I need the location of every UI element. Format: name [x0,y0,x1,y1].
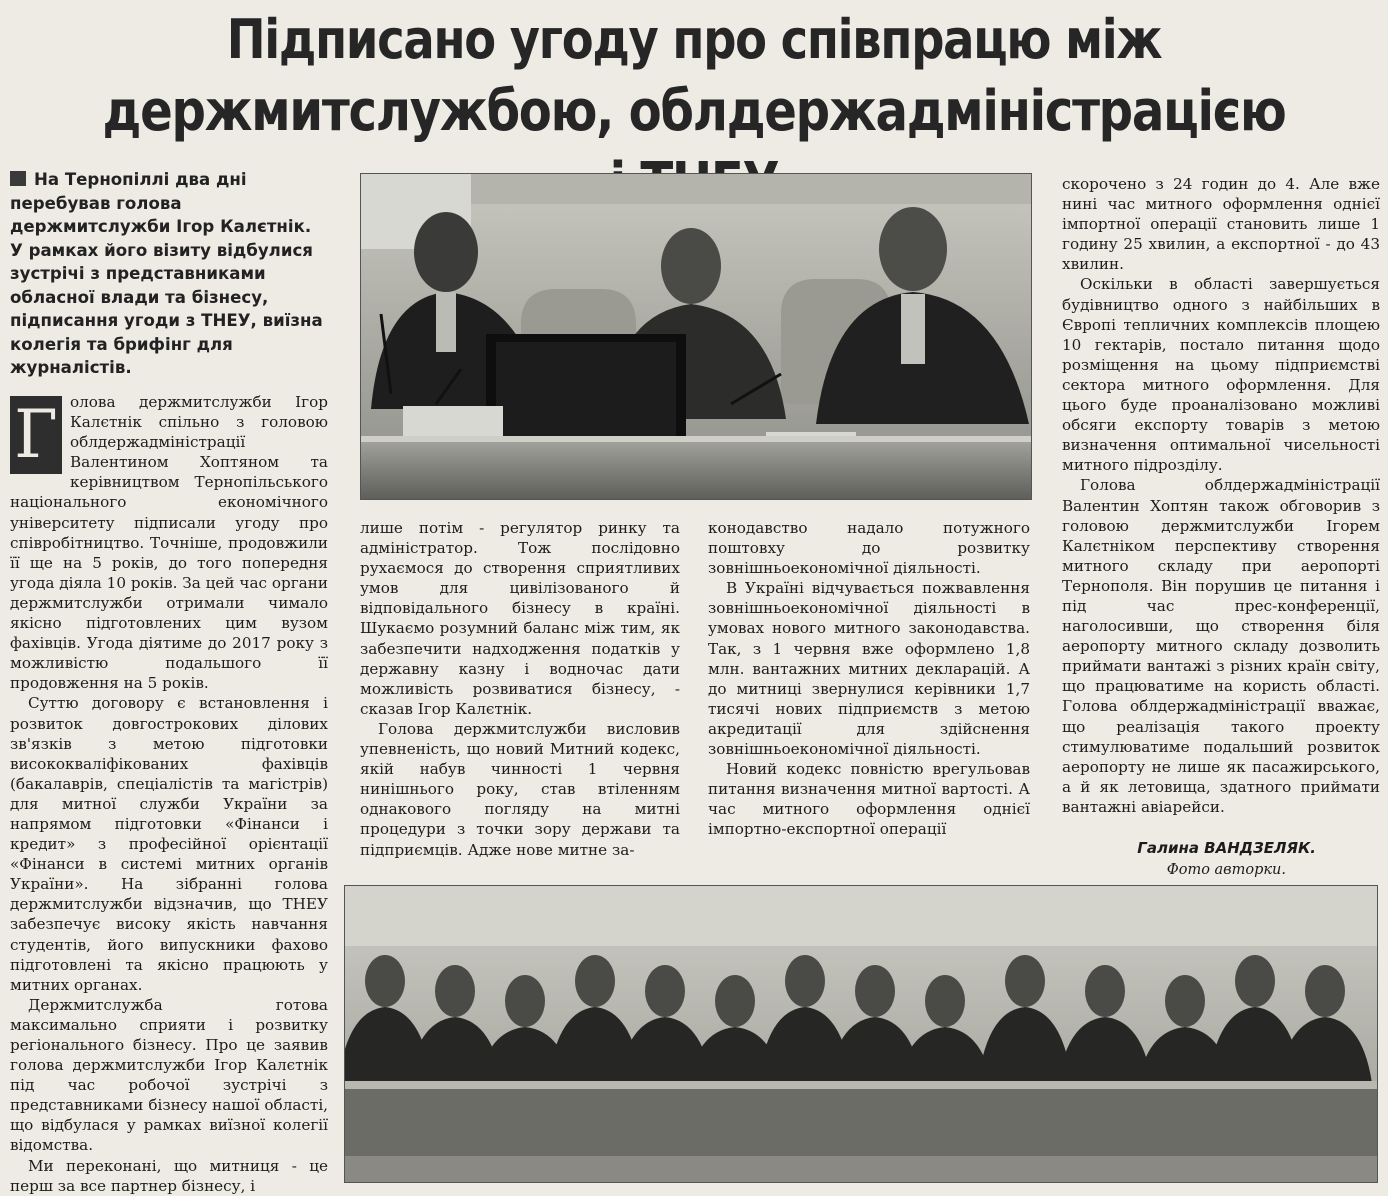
paragraph: лише потім - регулятор ринку та адміністратор. Тож послідовно рухаємося до створення сприятливих умов для цивілізованого й відповідального бізнесу в країні. Шукаємо розумний баланс між тим, як забезпечити надходження податків у державну казну і водночас дати можливість розвиватися бізнесу, - сказав Ігор Калєтнік. [360,519,680,718]
column-3 [708,518,1030,840]
paragraph: олова держмитслужби Ігор Калєтнік спільно з головою облдержадміністрації Валентином Хоптяном та керівництвом Тернопільського національного економічного університету підписали угоду про співробітництво. Точніше, продовжили її ще на 5 років, до того попередня угода діяла 10 років. За цей час органи держмитслужби отримали чимало якісно підготовлених цим вузом фахівців. Угода діятиме до 2017 року з можливістю подальшого її продовження на 5 років. [10,393,328,693]
paragraph: В Україні відчувається пожвавлення зовнішньоекономічної діяльності в умовах нового митного законодавства. Так, з 1 червня вже оформлено 1,8 млн. вантажних митних декларацій. А до митниці звернулися керівники 1,7 тисячі нових підприємств з метою акредитації для здійснення зовнішньоекономічної діяльності. [708,579,1030,759]
photo-credit: Фото авторки. [1166,862,1286,878]
photo-press-conference [360,173,1032,500]
column-4 [1062,174,1380,817]
paragraph: Оскільки в області завершується будівництво одного з найбільших в Європі тепличних комплексів площею 10 гектарів, постало питання щодо розміщення на цьому підприємстві сектора митного оформлення. Для цього буде проаналізовано можливі обсяги експорту товарів з метою визначення оптимальної чисельності митного підрозділу. [1062,275,1380,475]
paragraph: конодавство надало потужного поштовху до розвитку зовнішньоекономічної діяльності. [708,519,1030,578]
headline-line-2: держмитслужбою, облдержадміністрацією [102,79,1286,144]
photo-collegium-meeting [344,885,1378,1183]
paragraph: Суттю договору є встановлення і розвиток довгострокових ділових зв'язків з метою підготовки висококваліфікованих фахівців (бакалаврів, спеціалістів та магістрів) для митної служби України за напрямом підготовки «Фінанси і кредит» з професійної орієнтації «Фінанси в системі митних органів України». На зібранні голова держмитслужби відзначив, що ТНЕУ забезпечує високу якість навчання студентів, його випускники фахово підготовлені та якісно працюють у митних органах. [10,694,328,994]
paragraph: Ми переконані, що митниця - це перш за все партнер бізнесу, і [10,1156,328,1195]
lead-text: На Тернопіллі два дні перебував голова держмитслужби Ігор Калєтнік. У рамках його візиту відбулися зустрічі з представниками обласної влади та бізнесу, підписання угоди з ТНЕУ, виїзна колегія та брифінг для журналістів. [10,170,323,377]
paragraph: скорочено з 24 годин до 4. Але вже нині час митного оформлення однієї імпортної операції становить лише 1 годину 25 хвилин, а експортної - до 43 хвилин. [1062,175,1380,274]
paragraph: Голова держмитслужби висловив упевненість, що новий Митний кодекс, якій набув чинності 1 червня нинішнього року, став втіленням однакового погляду на митні процедури з точки зору держави та підприємців. Адже нове митне за- [360,719,680,859]
drop-cap: Г [10,396,62,474]
author-byline: Галина ВАНДЗЕЛЯК. [1137,839,1316,857]
collegium-meeting-image [345,886,1377,1182]
paragraph: Новий кодекс повністю врегульовав питання визначення митної вартості. А час митного оформлення однієї імпортно-експортної операції [708,760,1030,839]
paragraph: Держмитслужба готова максимально сприяти і розвитку регіонального бізнесу. Про це заявив голова держмитслужби Ігор Калєтнік під час робочої зустрічі з представниками бізнесу нашої області, що відбулася у рамках виїзної колегії відомства. [10,995,328,1155]
press-conference-image [361,174,1031,499]
column-2 [360,518,680,860]
paragraph: Голова облдержадміністрації Валентин Хоптян також обговорив з головою держмитслужби Ігорем Калєтніком перспективу створення митного складу при аеропорті Тернополя. Він порушив це питання і під час прес-конференції, наголосивши, що створення біля аеропорту митного складу дозволить приймати вантажі з різних країн світу, що працюватиме на користь області. Голова облдержадміністрації вважає, що реалізація такого проекту стимулюватиме подальший розвиток аеропорту не лише як пасажирського, а й як летовища, здатного приймати вантажні авіарейси. [1062,476,1380,816]
column-1 [10,392,328,1196]
headline-line-1: Підписано угоду про співпрацю між [226,8,1162,71]
bullet-square-icon [10,171,26,186]
lead-paragraph [10,168,328,380]
